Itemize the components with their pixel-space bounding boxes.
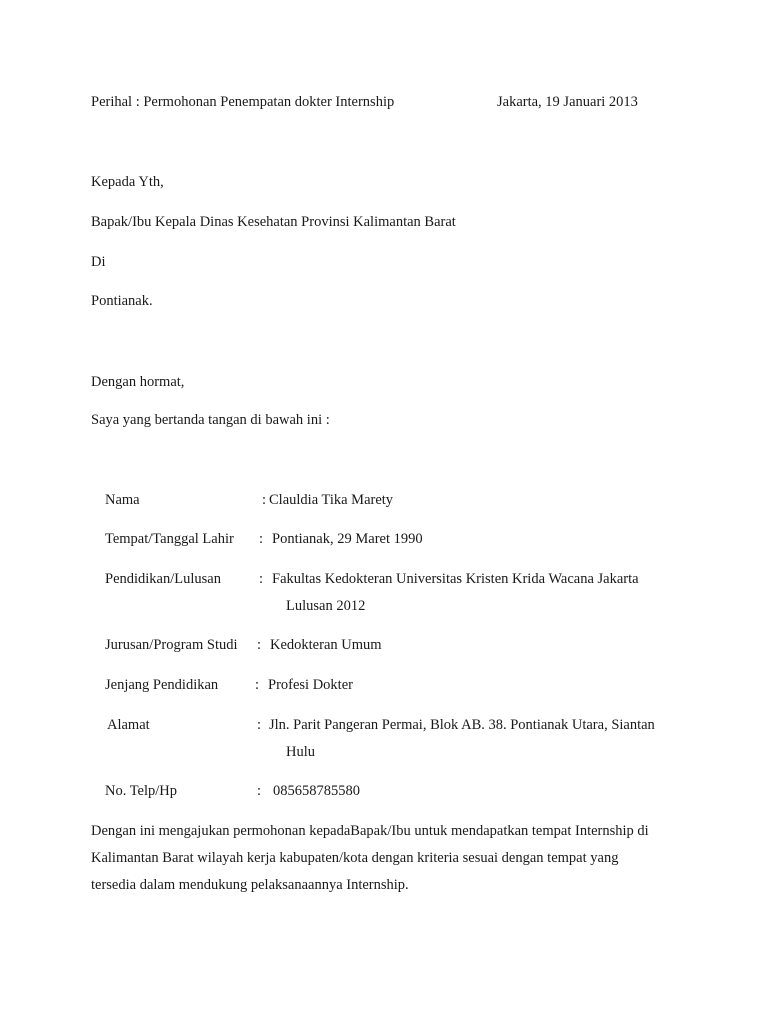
field-value-phone: 085658785580	[273, 783, 360, 799]
body-line-2: Kalimantan Barat wilayah kerja kabupaten/kota dengan kriteria sesuai dengan tempat yang	[91, 850, 619, 866]
place-date: Jakarta, 19 Januari 2013	[497, 94, 638, 110]
greeting: Dengan hormat,	[91, 374, 185, 390]
field-value-education-line2: Lulusan 2012	[286, 598, 366, 614]
field-label-major: Jurusan/Program Studi	[105, 637, 238, 653]
field-colon: :	[257, 783, 262, 799]
field-label-address: Alamat	[107, 717, 150, 733]
recipient-city: Pontianak.	[91, 293, 153, 309]
subject-line: Perihal : Permohonan Penempatan dokter Internship	[91, 94, 395, 110]
field-label-level: Jenjang Pendidikan	[105, 677, 219, 693]
intro: Saya yang bertanda tangan di bawah ini :	[91, 412, 330, 428]
body-line-1: Dengan ini mengajukan permohonan kepadaBapak/Ibu untuk mendapatkan tempat Internship di	[91, 823, 649, 839]
field-value-address-line2: Hulu	[286, 744, 315, 760]
field-colon: :	[259, 531, 264, 547]
body-line-3: tersedia dalam mendukung pelaksanaannya Internship.	[91, 877, 409, 893]
field-value-level: Profesi Dokter	[268, 677, 353, 693]
field-value-education: Fakultas Kedokteran Universitas Kristen Krida Wacana Jakarta	[272, 571, 639, 587]
field-value-address: Jln. Parit Pangeran Permai, Blok AB. 38. Pontianak Utara, Siantan	[269, 717, 655, 733]
field-colon: :	[262, 492, 267, 508]
field-colon: :	[259, 571, 264, 587]
field-colon: :	[257, 717, 262, 733]
field-label-name: Nama	[105, 492, 140, 508]
field-colon: :	[257, 637, 262, 653]
field-value-major: Kedokteran Umum	[270, 637, 382, 653]
field-value-name: Clauldia Tika Marety	[269, 492, 394, 508]
addressee: Bapak/Ibu Kepala Dinas Kesehatan Provinsi Kalimantan Barat	[91, 214, 456, 230]
field-colon: :	[255, 677, 260, 693]
salutation: Kepada Yth,	[91, 174, 164, 190]
recipient-di: Di	[91, 254, 106, 270]
field-label-education: Pendidikan/Lulusan	[105, 571, 221, 587]
field-label-birth: Tempat/Tanggal Lahir	[105, 531, 234, 547]
field-value-birth: Pontianak, 29 Maret 1990	[272, 531, 423, 547]
field-label-phone: No. Telp/Hp	[105, 783, 178, 799]
